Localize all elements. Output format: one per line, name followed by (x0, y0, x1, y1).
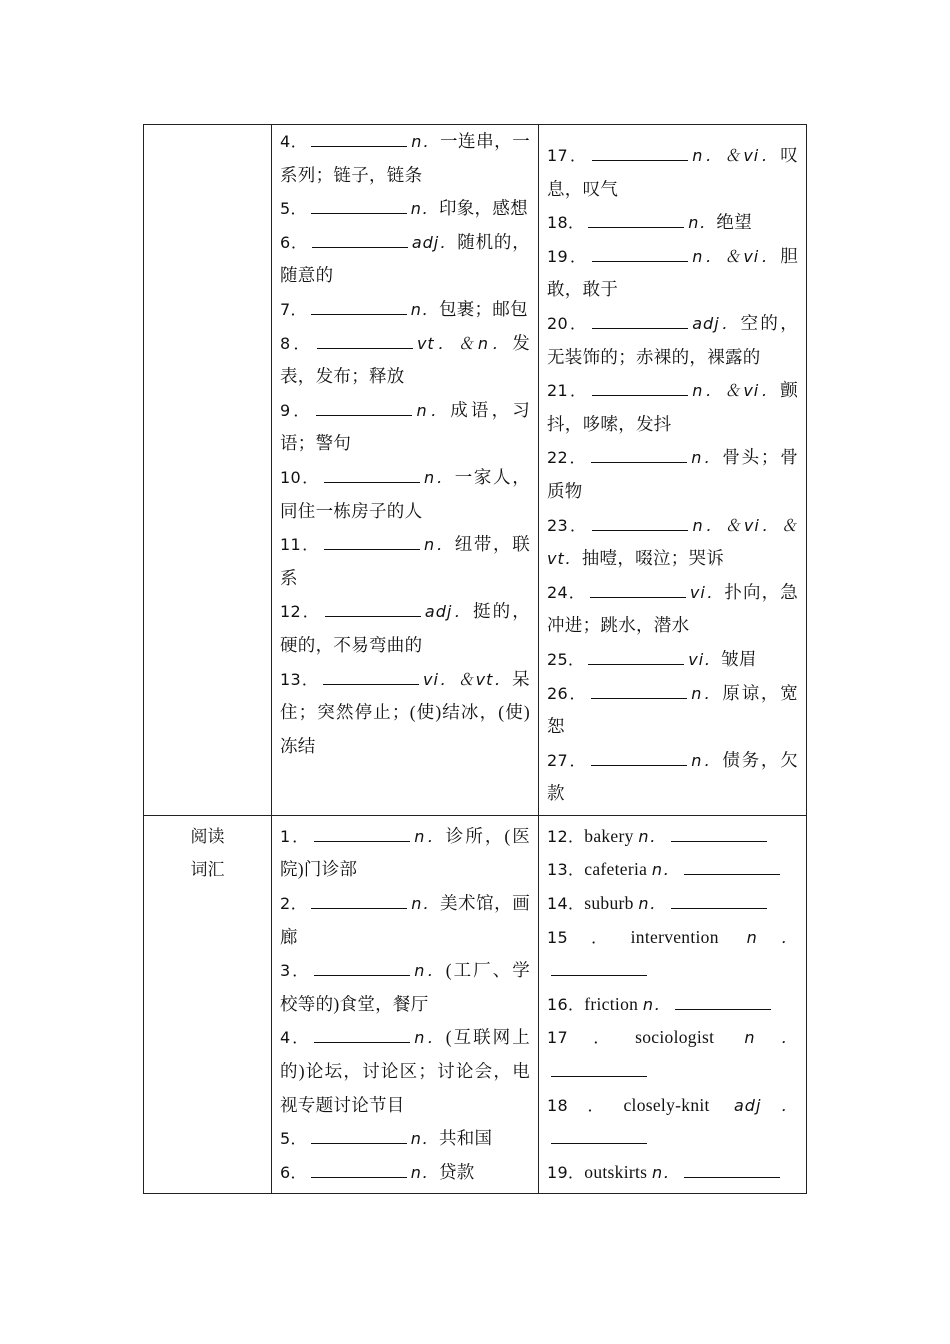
list-item (547, 887, 798, 921)
item-meaning: 挺的，硬的，不易弯曲的 (280, 601, 530, 655)
part-of-speech: vi． (689, 582, 725, 602)
answer-blank[interactable] (317, 332, 413, 349)
item-meaning: 贷款 (438, 1161, 475, 1182)
list-item (280, 887, 530, 954)
column-left (272, 125, 539, 816)
answer-blank[interactable] (671, 892, 767, 909)
answer-blank[interactable] (314, 825, 410, 842)
answer-blank[interactable] (316, 399, 412, 416)
item-number: 13． (547, 860, 585, 880)
answer-blank[interactable] (311, 298, 407, 315)
part-of-speech: n． (410, 1162, 439, 1182)
answer-blank[interactable] (311, 892, 407, 909)
item-number: 16． (547, 994, 585, 1014)
part-of-speech: n．＆vi．＆vt． (547, 515, 798, 569)
category-cell (144, 125, 272, 816)
list-item (280, 528, 530, 595)
list-item (547, 1089, 798, 1156)
item-meaning: 扑向，急冲进；跳水，潜水 (547, 581, 799, 636)
item-meaning: 叹息，叹气 (547, 145, 799, 199)
list-item (280, 595, 530, 662)
item-number: 12． (547, 826, 585, 846)
list-item (547, 820, 798, 854)
answer-blank[interactable] (551, 1060, 647, 1077)
item-number: 25． (547, 649, 585, 669)
part-of-speech: n． (423, 535, 455, 555)
category-label: 阅读 (190, 826, 225, 846)
answer-blank[interactable] (592, 312, 688, 329)
part-of-speech: n． (410, 299, 439, 319)
item-word: sociologist (635, 1027, 715, 1048)
part-of-speech: n． (411, 132, 440, 151)
answer-blank[interactable] (592, 379, 688, 396)
list-item (547, 374, 798, 441)
part-of-speech: n．＆vi． (692, 246, 781, 266)
item-meaning: 空的，无装饰的；赤裸的，裸露的 (547, 312, 798, 367)
list-item (547, 240, 798, 307)
item-meaning: 颤抖，哆嗦，发抖 (547, 380, 799, 434)
item-word: bakery (584, 825, 634, 846)
item-number: 22． (547, 448, 588, 468)
item-number: 18． (547, 213, 585, 233)
list-item (547, 921, 798, 988)
item-word: intervention (630, 926, 719, 947)
item-meaning: 骨头；骨质物 (547, 447, 798, 501)
answer-blank[interactable] (684, 1161, 780, 1178)
part-of-speech: n． (642, 994, 672, 1014)
vocabulary-table (143, 124, 807, 1194)
item-meaning: 债务，欠款 (547, 749, 798, 804)
part-of-speech: n． (416, 400, 451, 420)
answer-blank[interactable] (684, 858, 780, 875)
answer-blank[interactable] (325, 600, 421, 617)
part-of-speech: n． (691, 683, 723, 703)
item-number: 15． (547, 927, 631, 947)
part-of-speech: n． (638, 826, 667, 846)
answer-blank[interactable] (324, 466, 420, 483)
list-item (280, 125, 530, 192)
item-number: 6． (280, 1162, 307, 1182)
answer-blank[interactable] (675, 993, 771, 1010)
list-item (547, 441, 798, 508)
item-meaning: 美术馆，画廊 (280, 893, 530, 947)
answer-blank[interactable] (592, 245, 688, 262)
part-of-speech: vi．＆vt． (423, 669, 513, 689)
item-number: 24． (547, 582, 586, 602)
item-number: 12． (280, 602, 321, 622)
list-item (280, 1021, 530, 1122)
answer-blank[interactable] (314, 959, 410, 976)
item-meaning: 胆敢，敢于 (547, 245, 799, 300)
answer-blank[interactable] (591, 749, 687, 766)
answer-blank[interactable] (311, 130, 407, 147)
list-item (280, 226, 530, 293)
list-item (280, 327, 530, 394)
answer-blank[interactable] (591, 446, 687, 463)
part-of-speech: adj． (424, 602, 473, 622)
table-row (144, 125, 807, 816)
item-number: 19． (547, 246, 589, 266)
list-item (547, 307, 798, 374)
part-of-speech: n． (688, 213, 717, 233)
part-of-speech: vi． (688, 649, 722, 669)
column-right (539, 125, 807, 816)
list (280, 125, 530, 763)
answer-blank[interactable] (551, 1127, 647, 1144)
list-item (280, 461, 530, 528)
item-number: 4． (280, 1028, 311, 1048)
item-meaning: (工厂、学校等的)食堂，餐厅 (280, 960, 530, 1014)
part-of-speech: n． (414, 826, 446, 846)
answer-blank[interactable] (551, 959, 647, 976)
list-item (547, 853, 798, 887)
item-word: friction (584, 993, 639, 1014)
column-right (539, 815, 807, 1194)
part-of-speech: vt．＆n． (416, 333, 513, 353)
part-of-speech: adj． (411, 232, 458, 252)
item-meaning: 包裹；邮包 (438, 298, 528, 319)
item-meaning: 纽带，联系 (280, 534, 530, 588)
item-word: outskirts (584, 1161, 648, 1182)
item-number: 17． (547, 1028, 636, 1048)
list-item (547, 206, 798, 240)
category-label: 词汇 (190, 859, 225, 879)
list (547, 820, 798, 1190)
item-number: 5． (280, 199, 307, 219)
list-item (280, 1156, 530, 1190)
part-of-speech: n． (746, 927, 798, 947)
item-meaning: (互联网上的)论坛，讨论区；讨论会，电视专题讨论节目 (280, 1027, 530, 1115)
list-item (280, 954, 530, 1021)
list-item (280, 663, 530, 764)
item-number: 8． (280, 333, 313, 353)
part-of-speech: adj． (692, 313, 741, 333)
list-item (280, 820, 530, 887)
category-cell (144, 815, 272, 1194)
table-row (144, 815, 807, 1194)
part-of-speech: n． (691, 448, 723, 468)
item-meaning: 抽噎，啜泣；哭诉 (581, 548, 725, 569)
part-of-speech: n． (414, 1028, 446, 1048)
answer-blank[interactable] (588, 648, 684, 665)
list-item (547, 988, 798, 1022)
list-item (280, 192, 530, 226)
answer-blank[interactable] (311, 197, 407, 214)
item-word: cafeteria (584, 859, 648, 880)
part-of-speech: n． (651, 860, 681, 880)
part-of-speech: n．＆vi． (692, 146, 781, 165)
item-meaning: 呆住；突然停止；(使)结冰，(使)冻结 (280, 668, 530, 756)
item-word: suburb (584, 893, 634, 914)
item-meaning: 皱眉 (721, 648, 757, 669)
item-number: 18． (547, 1095, 624, 1115)
item-number: 3． (280, 961, 311, 981)
part-of-speech: n． (651, 1162, 681, 1182)
item-number: 4． (280, 132, 308, 151)
answer-blank[interactable] (592, 144, 688, 161)
item-meaning: 原谅，宽恕 (547, 682, 798, 737)
answer-blank[interactable] (590, 581, 686, 598)
item-number: 27． (547, 750, 588, 770)
item-number: 23． (547, 515, 589, 535)
item-number: 10． (280, 467, 320, 487)
list-item (547, 744, 798, 811)
answer-blank[interactable] (592, 514, 688, 531)
answer-blank[interactable] (588, 211, 684, 228)
item-meaning: 随机的，随意的 (280, 231, 530, 286)
item-number: 13． (280, 669, 320, 689)
list-item (280, 394, 530, 461)
answer-blank[interactable] (312, 231, 408, 248)
answer-blank[interactable] (311, 1127, 407, 1144)
list-item (547, 139, 798, 206)
item-number: 21． (547, 381, 589, 401)
answer-blank[interactable] (314, 1026, 410, 1043)
item-number: 17． (547, 146, 589, 165)
list-item (280, 293, 530, 327)
list-item (547, 1021, 798, 1088)
item-meaning: 成语，习语；警句 (280, 399, 531, 454)
item-meaning: 绝望 (716, 212, 753, 233)
item-number: 2． (280, 894, 308, 914)
answer-blank[interactable] (671, 825, 767, 842)
list (280, 820, 530, 1190)
part-of-speech: n． (423, 467, 455, 487)
item-meaning: 一家人，同住一栋房子的人 (280, 466, 530, 521)
list-item (547, 677, 798, 744)
item-number: 11． (280, 535, 320, 555)
item-number: 6． (280, 232, 308, 252)
part-of-speech: adj． (733, 1095, 798, 1115)
list-item (280, 1122, 530, 1156)
list-item (547, 643, 798, 677)
part-of-speech: n． (411, 894, 440, 914)
item-number: 7． (280, 299, 307, 319)
item-number: 14． (547, 894, 585, 914)
item-number: 1． (280, 826, 311, 846)
part-of-speech: n． (638, 894, 667, 914)
item-number: 19． (547, 1162, 585, 1182)
part-of-speech: n． (744, 1028, 798, 1048)
item-meaning: 共和国 (438, 1128, 493, 1149)
answer-blank[interactable] (591, 682, 687, 699)
column-left (272, 815, 539, 1194)
list-item (547, 1156, 798, 1190)
part-of-speech: n． (691, 750, 723, 770)
item-number: 26． (547, 683, 588, 703)
list-item (547, 509, 798, 576)
answer-blank[interactable] (311, 1161, 407, 1178)
item-meaning: 印象，感想 (438, 198, 528, 219)
part-of-speech: n． (410, 1129, 439, 1149)
item-meaning: 一连串，一系列；链子，链条 (280, 131, 530, 185)
item-number: 20． (547, 313, 589, 333)
part-of-speech: n． (410, 199, 439, 219)
item-meaning: 发表，发布；释放 (280, 332, 531, 387)
item-number: 5． (280, 1129, 307, 1149)
item-word: closely-knit (623, 1094, 710, 1115)
answer-blank[interactable] (324, 533, 420, 550)
item-meaning: 诊所，(医院)门诊部 (280, 825, 530, 880)
list-item (547, 576, 798, 643)
part-of-speech: n．＆vi． (692, 381, 781, 401)
list (547, 139, 798, 811)
part-of-speech: n． (414, 961, 446, 981)
item-number: 9． (280, 400, 313, 420)
answer-blank[interactable] (323, 668, 419, 685)
